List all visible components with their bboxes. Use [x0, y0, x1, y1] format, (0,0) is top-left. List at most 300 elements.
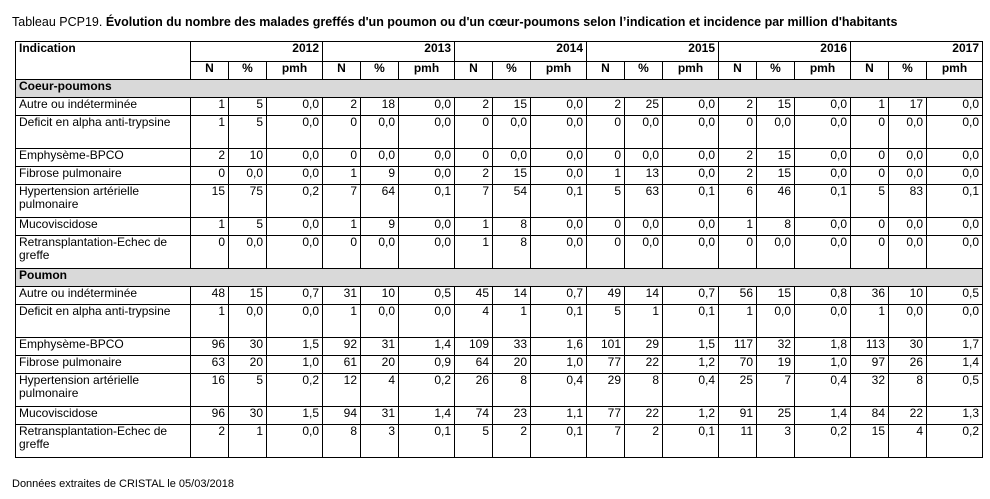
value-cell: 0,0 — [889, 218, 927, 236]
value-cell: 0 — [719, 116, 757, 149]
value-cell: 0,0 — [663, 167, 719, 185]
value-cell: 0,0 — [399, 98, 455, 116]
measure-header: N — [455, 62, 493, 80]
value-cell: 77 — [587, 407, 625, 425]
measure-header: pmh — [927, 62, 983, 80]
value-cell: 0,0 — [795, 218, 851, 236]
value-cell: 1 — [587, 167, 625, 185]
value-cell: 94 — [323, 407, 361, 425]
value-cell: 15 — [757, 167, 795, 185]
table-row — [16, 287, 983, 305]
indication-label: Retransplantation-Echec de greffe — [16, 236, 191, 269]
value-cell: 63 — [625, 185, 663, 218]
value-cell: 0,0 — [757, 305, 795, 338]
value-cell: 2 — [625, 425, 663, 458]
value-cell: 0,0 — [795, 167, 851, 185]
indication-label: Emphysème-BPCO — [16, 149, 191, 167]
indication-label: Emphysème-BPCO — [16, 338, 191, 356]
measure-header: % — [229, 62, 267, 80]
value-cell: 1 — [455, 218, 493, 236]
measure-header: % — [493, 62, 531, 80]
value-cell: 46 — [757, 185, 795, 218]
indication-label: Autre ou indéterminée — [16, 287, 191, 305]
value-cell: 0,0 — [889, 236, 927, 269]
value-cell: 1,3 — [927, 407, 983, 425]
value-cell: 0 — [587, 218, 625, 236]
table-row — [16, 374, 983, 407]
value-cell: 0,0 — [399, 305, 455, 338]
value-cell: 15 — [851, 425, 889, 458]
value-cell: 8 — [757, 218, 795, 236]
value-cell: 0 — [851, 167, 889, 185]
indication-label: Autre ou indéterminée — [16, 98, 191, 116]
value-cell: 0,7 — [663, 287, 719, 305]
value-cell: 0,0 — [267, 425, 323, 458]
value-cell: 0,2 — [399, 374, 455, 407]
value-cell: 1,4 — [399, 407, 455, 425]
value-cell: 3 — [757, 425, 795, 458]
measure-header: % — [361, 62, 399, 80]
value-cell: 0,0 — [399, 218, 455, 236]
value-cell: 0,2 — [795, 425, 851, 458]
value-cell: 8 — [493, 236, 531, 269]
table-row — [16, 425, 983, 458]
value-cell: 11 — [719, 425, 757, 458]
value-cell: 1,8 — [795, 338, 851, 356]
value-cell: 97 — [851, 356, 889, 374]
value-cell: 0,7 — [267, 287, 323, 305]
value-cell: 2 — [455, 98, 493, 116]
table-row — [16, 167, 983, 185]
value-cell: 4 — [361, 374, 399, 407]
value-cell: 0,9 — [399, 356, 455, 374]
value-cell: 2 — [191, 425, 229, 458]
value-cell: 5 — [229, 116, 267, 149]
value-cell: 0,0 — [927, 98, 983, 116]
value-cell: 0,0 — [927, 116, 983, 149]
value-cell: 0 — [455, 149, 493, 167]
value-cell: 9 — [361, 218, 399, 236]
indication-label: Retransplantation-Echec de greffe — [16, 425, 191, 458]
value-cell: 0,0 — [493, 116, 531, 149]
value-cell: 31 — [361, 407, 399, 425]
value-cell: 74 — [455, 407, 493, 425]
value-cell: 49 — [587, 287, 625, 305]
value-cell: 5 — [229, 98, 267, 116]
value-cell: 54 — [493, 185, 531, 218]
value-cell: 0,0 — [663, 218, 719, 236]
value-cell: 4 — [889, 425, 927, 458]
value-cell: 0,1 — [663, 305, 719, 338]
table-row — [16, 305, 983, 338]
value-cell: 0 — [455, 116, 493, 149]
value-cell: 15 — [493, 167, 531, 185]
value-cell: 0,4 — [531, 374, 587, 407]
value-cell: 0,1 — [399, 425, 455, 458]
measure-header: % — [757, 62, 795, 80]
value-cell: 1 — [719, 218, 757, 236]
value-cell: 19 — [757, 356, 795, 374]
value-cell: 0,7 — [531, 287, 587, 305]
table-row — [16, 98, 983, 116]
value-cell: 4 — [455, 305, 493, 338]
value-cell: 18 — [361, 98, 399, 116]
value-cell: 0 — [851, 149, 889, 167]
table-row — [16, 338, 983, 356]
value-cell: 1 — [455, 236, 493, 269]
value-cell: 101 — [587, 338, 625, 356]
value-cell: 1 — [851, 98, 889, 116]
header-row-years — [16, 42, 983, 62]
measure-header: % — [625, 62, 663, 80]
value-cell: 1,0 — [795, 356, 851, 374]
value-cell: 0,0 — [795, 149, 851, 167]
measure-header: N — [719, 62, 757, 80]
value-cell: 0,1 — [531, 425, 587, 458]
value-cell: 0 — [323, 116, 361, 149]
value-cell: 56 — [719, 287, 757, 305]
measure-header: pmh — [399, 62, 455, 80]
measure-header: N — [587, 62, 625, 80]
value-cell: 0,0 — [399, 149, 455, 167]
value-cell: 3 — [361, 425, 399, 458]
caption-title: Évolution du nombre des malades greffés d'un poumon ou d'un cœur-poumons selon l’indication et incidence par million d'habitants — [105, 15, 898, 29]
value-cell: 0,0 — [361, 116, 399, 149]
value-cell: 8 — [493, 374, 531, 407]
table-row — [16, 356, 983, 374]
value-cell: 1 — [323, 218, 361, 236]
measure-header: N — [191, 62, 229, 80]
value-cell: 0,0 — [531, 218, 587, 236]
value-cell: 0,5 — [399, 287, 455, 305]
value-cell: 22 — [889, 407, 927, 425]
value-cell: 2 — [719, 167, 757, 185]
value-cell: 0,0 — [625, 236, 663, 269]
section-row — [16, 269, 983, 287]
value-cell: 5 — [455, 425, 493, 458]
value-cell: 117 — [719, 338, 757, 356]
year-header: 2012 — [191, 42, 323, 62]
value-cell: 0,0 — [361, 149, 399, 167]
value-cell: 1 — [323, 167, 361, 185]
value-cell: 63 — [191, 356, 229, 374]
value-cell: 0,5 — [927, 374, 983, 407]
value-cell: 13 — [625, 167, 663, 185]
value-cell: 31 — [361, 338, 399, 356]
value-cell: 0,0 — [927, 236, 983, 269]
value-cell: 113 — [851, 338, 889, 356]
value-cell: 0,8 — [795, 287, 851, 305]
value-cell: 8 — [625, 374, 663, 407]
value-cell: 0,0 — [625, 149, 663, 167]
value-cell: 0,0 — [493, 149, 531, 167]
value-cell: 20 — [493, 356, 531, 374]
value-cell: 0,0 — [267, 116, 323, 149]
value-cell: 2 — [719, 98, 757, 116]
indication-label: Fibrose pulmonaire — [16, 356, 191, 374]
footnote: Données extraites de CRISTAL le 05/03/2018 — [12, 478, 234, 490]
table-caption — [12, 15, 897, 29]
value-cell: 0,1 — [927, 185, 983, 218]
table-row — [16, 116, 983, 149]
value-cell: 0,4 — [795, 374, 851, 407]
value-cell: 0 — [587, 236, 625, 269]
value-cell: 83 — [889, 185, 927, 218]
value-cell: 0,1 — [663, 425, 719, 458]
value-cell: 0 — [851, 116, 889, 149]
measure-header: % — [889, 62, 927, 80]
measure-header: pmh — [531, 62, 587, 80]
indication-label: Mucoviscidose — [16, 407, 191, 425]
value-cell: 0,0 — [889, 305, 927, 338]
value-cell: 84 — [851, 407, 889, 425]
incidence-table — [15, 41, 983, 458]
value-cell: 0,0 — [267, 305, 323, 338]
value-cell: 31 — [323, 287, 361, 305]
value-cell: 8 — [323, 425, 361, 458]
value-cell: 0,0 — [927, 305, 983, 338]
value-cell: 8 — [493, 218, 531, 236]
value-cell: 0,0 — [267, 98, 323, 116]
year-header: 2016 — [719, 42, 851, 62]
value-cell: 29 — [587, 374, 625, 407]
value-cell: 25 — [625, 98, 663, 116]
value-cell: 0,0 — [361, 236, 399, 269]
measure-header: pmh — [267, 62, 323, 80]
value-cell: 1,7 — [927, 338, 983, 356]
indication-header: Indication — [16, 42, 191, 80]
value-cell: 0,0 — [927, 218, 983, 236]
table-row — [16, 185, 983, 218]
measure-header: pmh — [663, 62, 719, 80]
value-cell: 2 — [587, 98, 625, 116]
indication-label: Hypertension artérielle pulmonaire — [16, 185, 191, 218]
value-cell: 5 — [229, 218, 267, 236]
value-cell: 0,0 — [531, 236, 587, 269]
value-cell: 0,5 — [927, 287, 983, 305]
value-cell: 0,0 — [663, 98, 719, 116]
table-row — [16, 407, 983, 425]
value-cell: 0,1 — [531, 185, 587, 218]
value-cell: 64 — [361, 185, 399, 218]
year-header: 2014 — [455, 42, 587, 62]
value-cell: 1 — [191, 305, 229, 338]
value-cell: 1,4 — [795, 407, 851, 425]
value-cell: 15 — [757, 98, 795, 116]
value-cell: 5 — [587, 185, 625, 218]
value-cell: 32 — [757, 338, 795, 356]
value-cell: 0,0 — [625, 116, 663, 149]
value-cell: 1 — [229, 425, 267, 458]
value-cell: 1 — [493, 305, 531, 338]
year-header: 2013 — [323, 42, 455, 62]
value-cell: 0,1 — [795, 185, 851, 218]
value-cell: 1 — [323, 305, 361, 338]
value-cell: 0,4 — [663, 374, 719, 407]
value-cell: 70 — [719, 356, 757, 374]
value-cell: 26 — [889, 356, 927, 374]
value-cell: 0,0 — [229, 167, 267, 185]
value-cell: 1 — [191, 98, 229, 116]
indication-label: Fibrose pulmonaire — [16, 167, 191, 185]
value-cell: 0,0 — [795, 98, 851, 116]
value-cell: 1,2 — [663, 407, 719, 425]
value-cell: 1,6 — [531, 338, 587, 356]
value-cell: 7 — [455, 185, 493, 218]
value-cell: 22 — [625, 407, 663, 425]
value-cell: 0,2 — [267, 185, 323, 218]
value-cell: 1,4 — [399, 338, 455, 356]
value-cell: 0,0 — [229, 236, 267, 269]
value-cell: 7 — [323, 185, 361, 218]
caption-lead: Tableau PCP19. — [12, 15, 106, 29]
value-cell: 12 — [323, 374, 361, 407]
value-cell: 17 — [889, 98, 927, 116]
table-row — [16, 218, 983, 236]
indication-label: Hypertension artérielle pulmonaire — [16, 374, 191, 407]
value-cell: 96 — [191, 338, 229, 356]
value-cell: 30 — [229, 338, 267, 356]
value-cell: 109 — [455, 338, 493, 356]
value-cell: 30 — [889, 338, 927, 356]
value-cell: 0,0 — [663, 236, 719, 269]
value-cell: 0,0 — [795, 236, 851, 269]
value-cell: 64 — [455, 356, 493, 374]
value-cell: 1 — [191, 218, 229, 236]
value-cell: 29 — [625, 338, 663, 356]
year-header: 2015 — [587, 42, 719, 62]
value-cell: 15 — [757, 149, 795, 167]
value-cell: 48 — [191, 287, 229, 305]
value-cell: 20 — [361, 356, 399, 374]
value-cell: 8 — [889, 374, 927, 407]
value-cell: 75 — [229, 185, 267, 218]
value-cell: 0 — [191, 167, 229, 185]
value-cell: 1 — [625, 305, 663, 338]
value-cell: 0,0 — [531, 167, 587, 185]
value-cell: 0 — [851, 218, 889, 236]
table-row — [16, 236, 983, 269]
value-cell: 10 — [229, 149, 267, 167]
value-cell: 92 — [323, 338, 361, 356]
value-cell: 30 — [229, 407, 267, 425]
value-cell: 0,0 — [927, 167, 983, 185]
indication-label: Mucoviscidose — [16, 218, 191, 236]
value-cell: 25 — [719, 374, 757, 407]
value-cell: 0,1 — [663, 185, 719, 218]
value-cell: 10 — [889, 287, 927, 305]
value-cell: 6 — [719, 185, 757, 218]
value-cell: 0,0 — [361, 305, 399, 338]
value-cell: 9 — [361, 167, 399, 185]
value-cell: 0,0 — [267, 218, 323, 236]
value-cell: 5 — [851, 185, 889, 218]
value-cell: 0 — [323, 236, 361, 269]
value-cell: 14 — [493, 287, 531, 305]
value-cell: 0,0 — [531, 116, 587, 149]
value-cell: 0,0 — [795, 305, 851, 338]
value-cell: 61 — [323, 356, 361, 374]
measure-header: N — [851, 62, 889, 80]
value-cell: 15 — [493, 98, 531, 116]
value-cell: 0,2 — [927, 425, 983, 458]
value-cell: 0,0 — [663, 116, 719, 149]
value-cell: 2 — [719, 149, 757, 167]
value-cell: 1,5 — [267, 338, 323, 356]
value-cell: 26 — [455, 374, 493, 407]
value-cell: 0,0 — [399, 167, 455, 185]
value-cell: 0 — [587, 116, 625, 149]
value-cell: 0,0 — [757, 116, 795, 149]
value-cell: 15 — [191, 185, 229, 218]
value-cell: 0 — [851, 236, 889, 269]
measure-header: N — [323, 62, 361, 80]
value-cell: 0,0 — [757, 236, 795, 269]
value-cell: 36 — [851, 287, 889, 305]
value-cell: 0,0 — [625, 218, 663, 236]
value-cell: 0,0 — [531, 149, 587, 167]
value-cell: 0,0 — [399, 116, 455, 149]
value-cell: 0 — [719, 236, 757, 269]
value-cell: 20 — [229, 356, 267, 374]
year-header: 2017 — [851, 42, 983, 62]
value-cell: 91 — [719, 407, 757, 425]
value-cell: 1 — [719, 305, 757, 338]
value-cell: 0 — [323, 149, 361, 167]
value-cell: 22 — [625, 356, 663, 374]
value-cell: 7 — [587, 425, 625, 458]
value-cell: 0,0 — [229, 305, 267, 338]
table-row — [16, 149, 983, 167]
value-cell: 1,0 — [531, 356, 587, 374]
value-cell: 0 — [191, 236, 229, 269]
value-cell: 14 — [625, 287, 663, 305]
value-cell: 77 — [587, 356, 625, 374]
section-row — [16, 80, 983, 98]
indication-label: Deficit en alpha anti-trypsine — [16, 305, 191, 338]
value-cell: 15 — [757, 287, 795, 305]
value-cell: 2 — [455, 167, 493, 185]
value-cell: 0,0 — [267, 149, 323, 167]
value-cell: 16 — [191, 374, 229, 407]
value-cell: 5 — [587, 305, 625, 338]
value-cell: 96 — [191, 407, 229, 425]
value-cell: 23 — [493, 407, 531, 425]
value-cell: 32 — [851, 374, 889, 407]
value-cell: 0 — [587, 149, 625, 167]
value-cell: 2 — [191, 149, 229, 167]
value-cell: 0,0 — [889, 149, 927, 167]
value-cell: 1,4 — [927, 356, 983, 374]
value-cell: 1,0 — [267, 356, 323, 374]
value-cell: 0,2 — [267, 374, 323, 407]
value-cell: 1,5 — [663, 338, 719, 356]
value-cell: 0,0 — [889, 116, 927, 149]
measure-header: pmh — [795, 62, 851, 80]
value-cell: 1,1 — [531, 407, 587, 425]
value-cell: 2 — [493, 425, 531, 458]
value-cell: 0,0 — [795, 116, 851, 149]
value-cell: 1 — [191, 116, 229, 149]
value-cell: 25 — [757, 407, 795, 425]
value-cell: 0,0 — [531, 98, 587, 116]
value-cell: 2 — [323, 98, 361, 116]
value-cell: 0,1 — [399, 185, 455, 218]
value-cell: 10 — [361, 287, 399, 305]
value-cell: 33 — [493, 338, 531, 356]
value-cell: 15 — [229, 287, 267, 305]
value-cell: 1,2 — [663, 356, 719, 374]
